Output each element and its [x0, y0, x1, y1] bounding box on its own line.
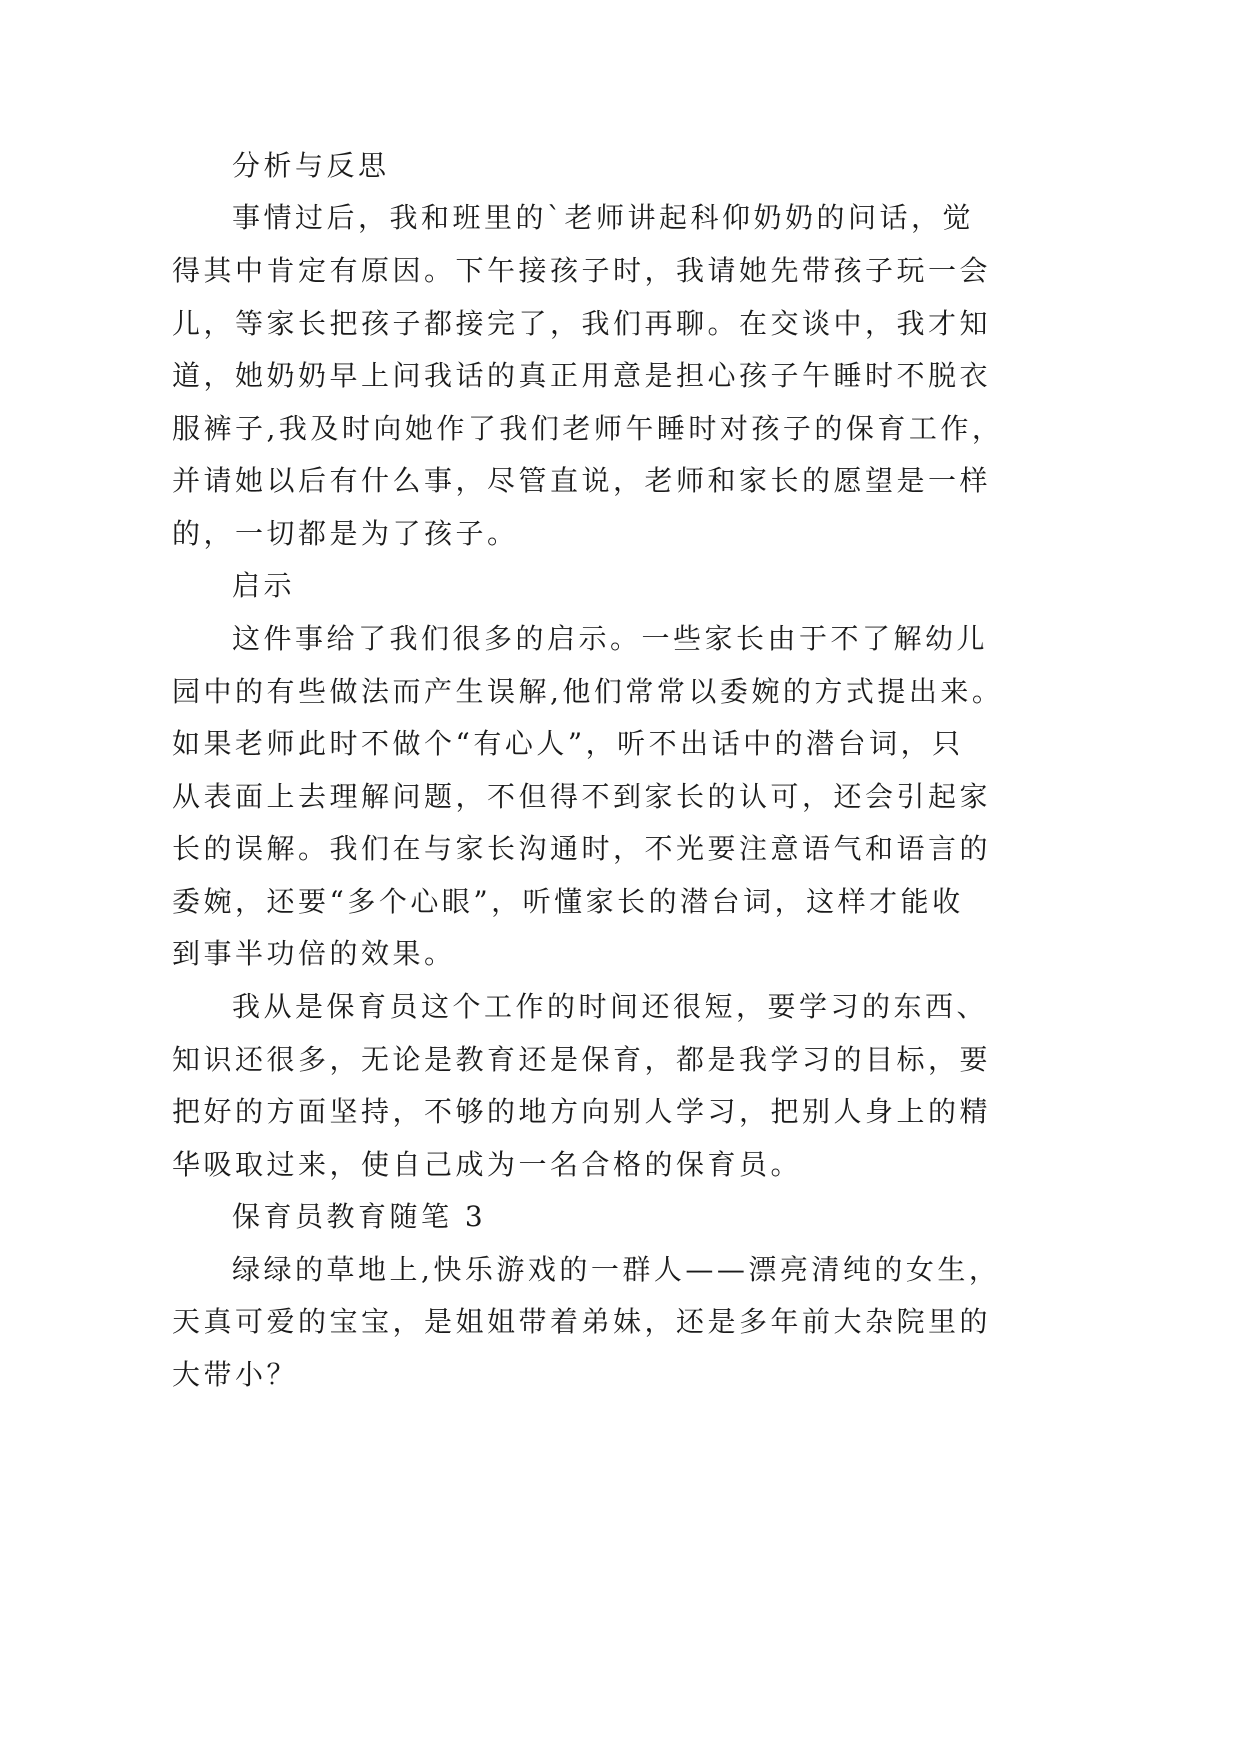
paragraph-line: 知识还很多，无论是教育还是保育，都是我学习的目标，要 — [172, 1043, 992, 1076]
paragraph-line: 如果老师此时不做个“有心人”，听不出话中的潜台词，只 — [172, 727, 964, 760]
section-heading: 分析与反思 — [232, 149, 390, 182]
paragraph-line: 委婉，还要“多个心眼”，听懂家长的潜台词，这样才能收 — [172, 885, 964, 918]
paragraph-line: 的，一切都是为了孩子。 — [172, 517, 519, 550]
paragraph-line: 从表面上去理解问题，不但得不到家长的认可，还会引起家 — [172, 780, 992, 813]
paragraph-line: 这件事给了我们很多的启示。一些家长由于不了解幼儿 — [232, 622, 989, 655]
paragraph-line: 我从是保育员这个工作的时间还很短，要学习的东西、 — [232, 990, 989, 1023]
paragraph-line: 事情过后，我和班里的`老师讲起科仰奶奶的问话，觉 — [232, 201, 975, 234]
paragraph-line: 得其中肯定有原因。下午接孩子时，我请她先带孩子玩一会 — [172, 254, 992, 287]
section-heading: 保育员教育随笔 3 — [232, 1200, 487, 1233]
paragraph-line: 园中的有些做法而产生误解,他们常常以委婉的方式提出来。 — [172, 675, 1004, 708]
section-heading: 启示 — [232, 569, 296, 602]
paragraph-line: 道，她奶奶早上问我话的真正用意是担心孩子午睡时不脱衣 — [172, 359, 992, 392]
paragraph-line: 到事半功倍的效果。 — [172, 937, 456, 970]
paragraph-line: 并请她以后有什么事，尽管直说，老师和家长的愿望是一样 — [172, 464, 992, 497]
paragraph-line: 大带小？ — [172, 1358, 299, 1391]
paragraph-line: 服裤子,我及时向她作了我们老师午睡时对孩子的保育工作， — [172, 412, 1004, 445]
paragraph-line: 华吸取过来，使自己成为一名合格的保育员。 — [172, 1148, 803, 1181]
paragraph-line: 天真可爱的宝宝，是姐姐带着弟妹，还是多年前大杂院里的 — [172, 1305, 992, 1338]
paragraph-line: 长的误解。我们在与家长沟通时，不光要注意语气和语言的 — [172, 832, 992, 865]
paragraph-line: 儿，等家长把孩子都接完了，我们再聊。在交谈中，我才知 — [172, 307, 992, 340]
paragraph-line: 把好的方面坚持，不够的地方向别人学习，把别人身上的精 — [172, 1095, 992, 1128]
paragraph-line: 绿绿的草地上,快乐游戏的一群人——漂亮清纯的女生， — [232, 1253, 1001, 1286]
